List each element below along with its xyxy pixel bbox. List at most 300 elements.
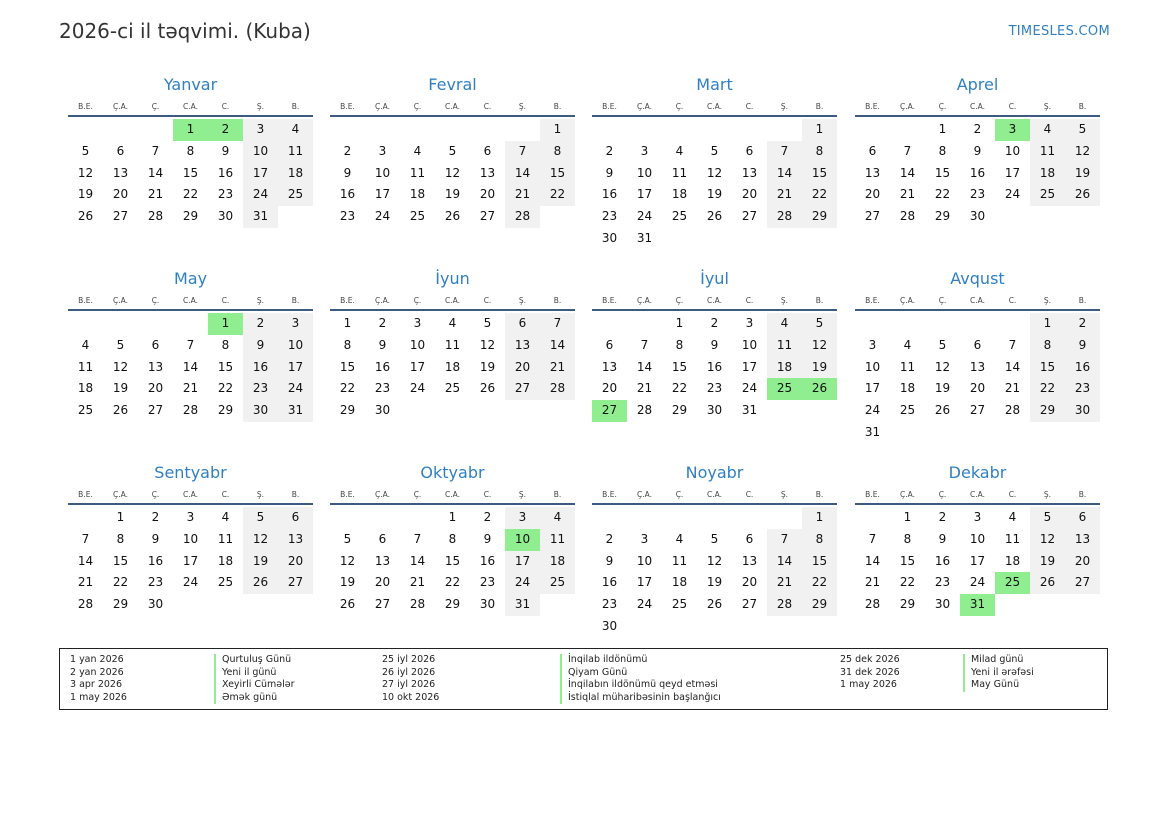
day-cell: 24: [243, 184, 278, 206]
day-cell: 29: [934, 209, 951, 224]
day-cell: 9: [221, 143, 230, 158]
day-cell: 12: [1065, 141, 1100, 163]
empty-cell: [1030, 422, 1065, 444]
weekday-label: C.A.: [444, 102, 460, 111]
weekday-label: C.A.: [706, 102, 722, 111]
empty-cell: [540, 400, 575, 422]
day-cell: 3: [186, 510, 195, 524]
day-cell: 4: [675, 143, 684, 158]
day-cell: 22: [339, 381, 356, 396]
day-cell: 11: [409, 165, 426, 180]
day-cell: 19: [934, 381, 951, 396]
empty-cell: [767, 400, 802, 422]
day-cell: 19: [444, 187, 461, 202]
empty-cell: [960, 313, 995, 335]
day-cell: 13: [969, 359, 986, 374]
empty-cell: [400, 119, 435, 141]
day-cell: 7: [767, 529, 802, 551]
day-cell: 1: [675, 316, 684, 330]
week-row: [330, 529, 575, 551]
empty-cell: [1030, 594, 1065, 616]
day-cell: 2: [1065, 313, 1100, 335]
day-cell: 12: [112, 359, 129, 374]
weekday-label: Ş.: [780, 296, 789, 305]
month-name: Mart: [696, 75, 733, 94]
day-cell: 26: [112, 403, 129, 418]
day-cell: 19: [706, 575, 723, 590]
week-row: [855, 119, 1100, 141]
day-cell: 17: [374, 187, 391, 202]
day-cell: 13: [112, 165, 129, 180]
weekday-header: [592, 100, 837, 113]
day-cell: 26: [444, 209, 461, 224]
day-cell: 28: [899, 209, 916, 224]
day-cell: 30: [601, 618, 618, 633]
day-cell: 25: [671, 209, 688, 224]
day-cell: 7: [903, 143, 912, 158]
empty-cell: [1065, 594, 1100, 616]
day-cell: 6: [745, 531, 754, 546]
day-cell: 23: [217, 187, 234, 202]
legend-entry: Qurtuluş Günü: [214, 654, 295, 667]
month-block: [592, 264, 837, 422]
weekday-header: [68, 294, 313, 307]
legend-entry: 26 iyl 2026: [382, 666, 436, 678]
day-cell: 21: [505, 184, 540, 206]
weekday-label: B.E.: [602, 296, 617, 305]
day-cell: 3: [973, 510, 982, 524]
weekday-label: Ş.: [256, 296, 265, 305]
day-cell: 7: [81, 531, 90, 546]
day-cell: 7: [505, 141, 540, 163]
day-cell: 24: [636, 209, 653, 224]
week-row: [68, 551, 313, 573]
day-cell: 22: [1030, 378, 1065, 400]
day-cell: 13: [1065, 529, 1100, 551]
week-row: [592, 551, 837, 573]
empty-cell: [173, 313, 208, 335]
week-row: [330, 335, 575, 357]
day-cell: 30: [374, 403, 391, 418]
week-row: [592, 313, 837, 335]
weekday-label: B.: [815, 296, 824, 305]
day-cell: 3: [640, 531, 649, 546]
day-cell: 2: [378, 316, 387, 330]
day-cell: 9: [938, 531, 947, 546]
day-cell: 20: [278, 551, 313, 573]
day-cell: 6: [151, 337, 160, 352]
day-cell: 15: [339, 359, 356, 374]
day-cell: 11: [444, 337, 461, 352]
day-cell: 31: [636, 230, 653, 245]
day-cell: 2: [151, 510, 160, 524]
day-cell: 24: [182, 575, 199, 590]
day-cell: 4: [675, 531, 684, 546]
day-cell: 21: [147, 187, 164, 202]
empty-cell: [138, 119, 173, 141]
day-cell: 12: [479, 337, 496, 352]
day-cell: 8: [802, 141, 837, 163]
month-block: [592, 70, 837, 250]
day-cell: 5: [1065, 119, 1100, 141]
week-row: [592, 357, 837, 379]
weekday-label: Ç.: [413, 490, 422, 499]
day-cell: 7: [640, 337, 649, 352]
day-cell: 11: [767, 335, 802, 357]
calendar-grid: [68, 70, 1102, 650]
day-cell: 13: [864, 165, 881, 180]
weekday-label: Ç.A.: [636, 296, 652, 305]
day-cell: 20: [969, 381, 986, 396]
day-cell: 10: [505, 529, 540, 551]
legend-dates-2: [382, 654, 439, 704]
day-cell: 6: [278, 507, 313, 529]
month-block: [68, 458, 313, 616]
day-cell: 23: [601, 597, 618, 612]
weekday-label: Ç.A.: [112, 102, 128, 111]
weekday-label: B.E.: [340, 490, 355, 499]
weekday-label: B.: [553, 102, 562, 111]
week-row: [68, 378, 313, 400]
day-cell: 29: [899, 597, 916, 612]
day-cell: 25: [409, 209, 426, 224]
day-cell: 16: [706, 359, 723, 374]
day-cell: 23: [339, 209, 356, 224]
week-row: [68, 206, 313, 228]
day-cell: 11: [540, 529, 575, 551]
week-row: [68, 313, 313, 335]
day-cell: 18: [1030, 163, 1065, 185]
day-cell: 18: [671, 575, 688, 590]
month-name: Noyabr: [685, 463, 744, 482]
week-row: [330, 507, 575, 529]
month-name: İyul: [700, 269, 729, 288]
day-cell: 31: [243, 206, 278, 228]
weekday-label: B.E.: [78, 102, 93, 111]
day-cell: 21: [182, 381, 199, 396]
empty-cell: [627, 119, 662, 141]
empty-cell: [662, 119, 697, 141]
week-row: [855, 507, 1100, 529]
day-cell: 10: [864, 359, 881, 374]
week-row: [855, 335, 1100, 357]
day-cell: 25: [217, 575, 234, 590]
day-cell: 19: [77, 187, 94, 202]
week-row: [855, 551, 1100, 573]
month-name: Avqust: [950, 269, 1005, 288]
day-cell: 20: [741, 187, 758, 202]
day-cell: 21: [77, 575, 94, 590]
day-cell: 13: [374, 553, 391, 568]
day-cell: 27: [479, 209, 496, 224]
weekday-label: Ç.A.: [899, 296, 915, 305]
day-cell: 4: [221, 510, 230, 524]
day-cell: 19: [1065, 163, 1100, 185]
weekday-label: Ç.: [938, 102, 947, 111]
day-cell: 4: [413, 143, 422, 158]
week-row: [592, 572, 837, 594]
header-divider: [592, 503, 837, 505]
day-cell: 31: [864, 424, 881, 439]
week-row: [592, 163, 837, 185]
month-name: Aprel: [956, 75, 999, 94]
day-cell: 9: [710, 337, 719, 352]
weekday-label: B.: [553, 490, 562, 499]
day-cell: 5: [116, 337, 125, 352]
legend-entry: Əmək günü: [214, 692, 295, 705]
legend-entry: Milad günü: [963, 654, 1034, 667]
weekday-label: Ç.A.: [636, 490, 652, 499]
week-row: [68, 400, 313, 422]
day-cell: 3: [640, 143, 649, 158]
day-cell: 14: [1004, 359, 1021, 374]
empty-cell: [767, 228, 802, 250]
day-cell: 7: [767, 141, 802, 163]
day-cell: 9: [151, 531, 160, 546]
weekday-label: C.A.: [706, 490, 722, 499]
day-cell: 8: [540, 141, 575, 163]
day-cell: 3: [413, 316, 422, 330]
weekday-header: [68, 488, 313, 501]
day-cell: 26: [802, 378, 837, 400]
day-cell: 23: [479, 575, 496, 590]
day-cell: 10: [374, 165, 391, 180]
week-row: [68, 507, 313, 529]
legend-entry: 25 iyl 2026: [382, 654, 436, 665]
day-cell: 21: [409, 575, 426, 590]
day-cell: 6: [505, 313, 540, 335]
day-cell: 16: [339, 187, 356, 202]
day-cell: 24: [505, 572, 540, 594]
day-cell: 17: [969, 553, 986, 568]
week-row: [855, 378, 1100, 400]
empty-cell: [767, 119, 802, 141]
weekday-label: Ç.A.: [374, 102, 390, 111]
day-cell: 17: [243, 163, 278, 185]
weekday-label: Ş.: [1043, 490, 1052, 499]
day-cell: 23: [147, 575, 164, 590]
weekday-label: Ş.: [1043, 102, 1052, 111]
weekday-label: Ç.: [413, 102, 422, 111]
day-cell: 15: [1030, 357, 1065, 379]
weekday-label: B.: [1078, 102, 1087, 111]
week-row: [330, 184, 575, 206]
weekday-label: Ç.: [151, 490, 160, 499]
month-name: May: [173, 269, 208, 288]
day-cell: 17: [505, 551, 540, 573]
day-cell: 21: [899, 187, 916, 202]
day-cell: 28: [182, 403, 199, 418]
day-cell: 15: [540, 163, 575, 185]
day-cell: 28: [864, 597, 881, 612]
day-cell: 11: [1004, 531, 1021, 546]
day-cell: 15: [802, 163, 837, 185]
legend-entry: İnqilab ildönümü: [560, 654, 721, 667]
day-cell: 3: [868, 337, 877, 352]
header-divider: [68, 309, 313, 311]
day-cell: 27: [112, 209, 129, 224]
week-row: [592, 378, 837, 400]
day-cell: 30: [1065, 400, 1100, 422]
empty-cell: [505, 119, 540, 141]
month-name: Sentyabr: [154, 463, 227, 482]
day-cell: 23: [706, 381, 723, 396]
weekday-label: B.E.: [602, 102, 617, 111]
day-cell: 28: [505, 206, 540, 228]
week-row: [330, 163, 575, 185]
month-block: [330, 70, 575, 228]
day-cell: 20: [1065, 551, 1100, 573]
weekday-label: Ç.: [675, 490, 684, 499]
day-cell: 22: [802, 572, 837, 594]
day-cell: 2: [973, 122, 982, 136]
day-cell: 25: [671, 597, 688, 612]
day-cell: 15: [934, 165, 951, 180]
day-cell: 15: [671, 359, 688, 374]
day-cell: 26: [479, 381, 496, 396]
empty-cell: [890, 422, 925, 444]
day-cell: 3: [278, 313, 313, 335]
day-cell: 5: [243, 507, 278, 529]
legend-entry: Qiyam Günü: [560, 667, 721, 680]
day-cell: 3: [505, 507, 540, 529]
weekday-label: Ç.A.: [112, 296, 128, 305]
day-cell: 9: [1065, 335, 1100, 357]
weekday-label: B.E.: [78, 296, 93, 305]
month-block: [592, 458, 837, 638]
day-cell: 1: [802, 507, 837, 529]
day-cell: 3: [995, 119, 1030, 141]
day-cell: 11: [77, 359, 94, 374]
day-cell: 16: [374, 359, 391, 374]
day-cell: 15: [182, 165, 199, 180]
day-cell: 12: [339, 553, 356, 568]
day-cell: 23: [1065, 378, 1100, 400]
weekday-label: C.: [221, 490, 230, 499]
empty-cell: [103, 119, 138, 141]
day-cell: 31: [960, 594, 995, 616]
week-row: [68, 529, 313, 551]
weekday-label: Ç.: [151, 296, 160, 305]
legend-dates-1: [70, 654, 127, 704]
empty-cell: [732, 228, 767, 250]
day-cell: 24: [278, 378, 313, 400]
day-cell: 21: [767, 184, 802, 206]
month-name: Oktyabr: [420, 463, 485, 482]
empty-cell: [855, 119, 890, 141]
empty-cell: [627, 507, 662, 529]
empty-cell: [330, 507, 365, 529]
day-cell: 25: [1030, 184, 1065, 206]
month-block: [68, 264, 313, 422]
weekday-label: Ç.: [938, 490, 947, 499]
weekday-label: B.E.: [340, 296, 355, 305]
day-cell: 29: [444, 597, 461, 612]
legend-entry: İstiqlal müharibəsinin başlanğıcı: [560, 692, 721, 705]
week-row: [592, 616, 837, 638]
empty-cell: [960, 422, 995, 444]
empty-cell: [732, 507, 767, 529]
day-cell: 6: [116, 143, 125, 158]
legend-entry: May Günü: [963, 679, 1034, 692]
empty-cell: [995, 594, 1030, 616]
day-cell: 30: [969, 209, 986, 224]
day-cell: 17: [409, 359, 426, 374]
day-cell: 4: [81, 337, 90, 352]
empty-cell: [330, 119, 365, 141]
empty-cell: [855, 313, 890, 335]
day-cell: 18: [671, 187, 688, 202]
day-cell: 6: [745, 143, 754, 158]
empty-cell: [278, 594, 313, 616]
day-cell: 14: [864, 553, 881, 568]
legend-entry: 1 may 2026: [70, 691, 127, 703]
day-cell: 23: [969, 187, 986, 202]
day-cell: 2: [710, 316, 719, 330]
day-cell: 8: [186, 143, 195, 158]
day-cell: 11: [671, 553, 688, 568]
weekday-label: Ş.: [518, 490, 527, 499]
week-row: [68, 357, 313, 379]
empty-cell: [540, 206, 575, 228]
empty-cell: [592, 507, 627, 529]
day-cell: 27: [147, 403, 164, 418]
week-row: [68, 141, 313, 163]
weekday-label: C.: [745, 102, 754, 111]
day-cell: 9: [973, 143, 982, 158]
day-cell: 3: [378, 143, 387, 158]
day-cell: 4: [448, 316, 457, 330]
legend-entry: 3 apr 2026: [70, 679, 123, 691]
day-cell: 6: [973, 337, 982, 352]
day-cell: 26: [1065, 184, 1100, 206]
weekday-label: B.: [815, 102, 824, 111]
empty-cell: [400, 400, 435, 422]
day-cell: 5: [448, 143, 457, 158]
empty-cell: [278, 206, 313, 228]
day-cell: 18: [899, 381, 916, 396]
day-cell: 21: [636, 381, 653, 396]
day-cell: 14: [147, 165, 164, 180]
day-cell: 29: [217, 403, 234, 418]
day-cell: 22: [802, 184, 837, 206]
day-cell: 28: [1004, 403, 1021, 418]
empty-cell: [697, 228, 732, 250]
empty-cell: [540, 594, 575, 616]
weekday-header: [592, 294, 837, 307]
brand-link[interactable]: TIMESLES.COM: [1008, 24, 1110, 39]
day-cell: 1: [540, 119, 575, 141]
empty-cell: [365, 119, 400, 141]
day-cell: 20: [374, 575, 391, 590]
header-divider: [330, 503, 575, 505]
day-cell: 28: [767, 594, 802, 616]
day-cell: 25: [278, 184, 313, 206]
day-cell: 29: [671, 403, 688, 418]
day-cell: 19: [479, 359, 496, 374]
empty-cell: [365, 507, 400, 529]
header-divider: [855, 503, 1100, 505]
weekday-label: Ç.A.: [899, 102, 915, 111]
month-name: Yanvar: [163, 75, 218, 94]
day-cell: 21: [864, 575, 881, 590]
month-name: İyun: [435, 269, 470, 288]
empty-cell: [662, 616, 697, 638]
legend-names-2: [560, 654, 721, 704]
day-cell: 1: [173, 119, 208, 141]
day-cell: 4: [903, 337, 912, 352]
legend-entry: 10 okt 2026: [382, 691, 440, 703]
